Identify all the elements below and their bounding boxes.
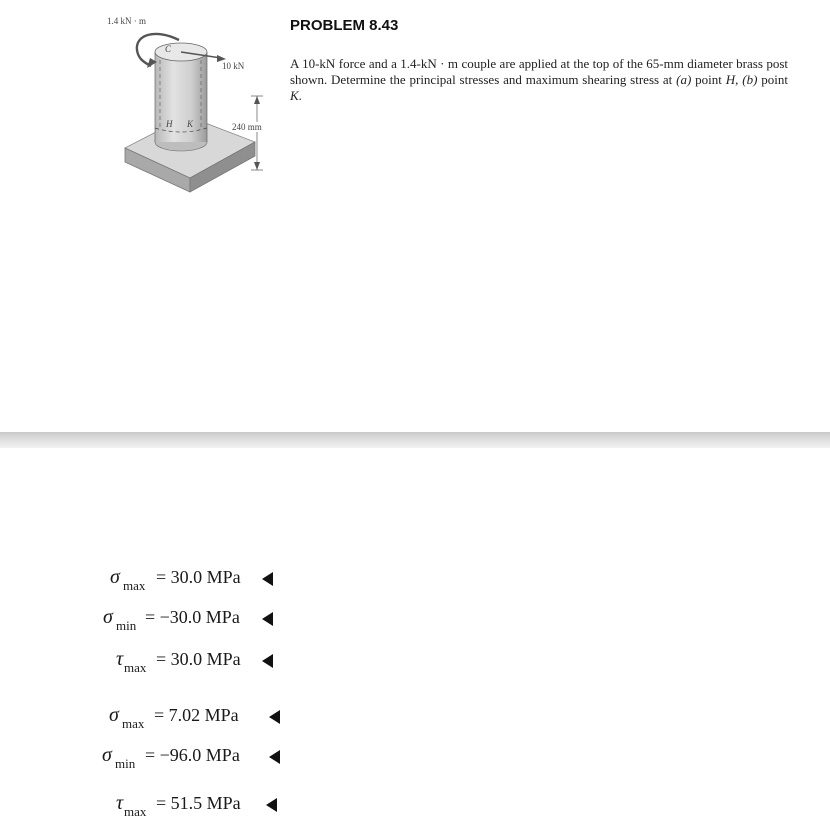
tau-symbol: τ <box>116 648 124 670</box>
subscript: max <box>124 660 147 675</box>
problem-text-2: point <box>691 72 726 87</box>
subscript: min <box>116 618 137 633</box>
point-h-ref: H <box>725 72 736 87</box>
sigma-symbol: σ <box>103 606 113 628</box>
sigma-symbol: σ <box>102 744 112 766</box>
couple-label: 1.4 kN · m <box>107 16 146 26</box>
sigma-symbol: σ <box>109 704 119 726</box>
point-k-label: K <box>187 119 194 129</box>
answer-value: = −96.0 MPa <box>145 745 240 765</box>
post-figure <box>95 10 285 200</box>
answer-value: = 30.0 MPa <box>156 649 241 669</box>
answer-marker-icon <box>266 798 277 812</box>
problem-text-1: A 10-kN force and a 1.4-kN · m couple are applied at the top of the 65-mm diameter brass post shown. Determine the principal stresses and maximum shearing stress at <box>290 56 788 87</box>
answer-value: = 7.02 MPa <box>154 705 239 725</box>
section-divider <box>0 432 830 448</box>
point-h-label: H <box>166 119 173 129</box>
answer-value: = 51.5 MPa <box>156 793 241 813</box>
subscript: max <box>124 804 147 819</box>
problem-text-5: . <box>298 88 302 103</box>
brass-post-illustration <box>95 10 285 200</box>
subscript: max <box>122 716 145 731</box>
problem-text-4: point <box>757 72 788 87</box>
subscript: max <box>123 578 146 593</box>
tau-symbol: τ <box>116 792 124 814</box>
sigma-symbol: σ <box>110 566 120 588</box>
force-label: 10 kN <box>222 61 245 71</box>
part-a-label: (a) <box>676 72 692 87</box>
answer-marker-icon <box>269 710 280 724</box>
problem-text-3: , <box>735 72 743 87</box>
answer-marker-icon <box>262 654 273 668</box>
point-c-label: C <box>165 44 172 54</box>
problem-statement <box>290 56 788 104</box>
answer-value: = −30.0 MPa <box>145 607 240 627</box>
height-label: 240 mm <box>232 122 262 132</box>
answer-value: = 30.0 MPa <box>156 567 241 587</box>
part-b-label: (b) <box>742 72 758 87</box>
subscript: min <box>115 756 136 771</box>
point-k-ref: K <box>290 88 299 103</box>
answer-marker-icon <box>269 750 280 764</box>
answer-marker-icon <box>262 572 273 586</box>
problem-title: PROBLEM 8.43 <box>290 17 399 34</box>
answer-marker-icon <box>262 612 273 626</box>
